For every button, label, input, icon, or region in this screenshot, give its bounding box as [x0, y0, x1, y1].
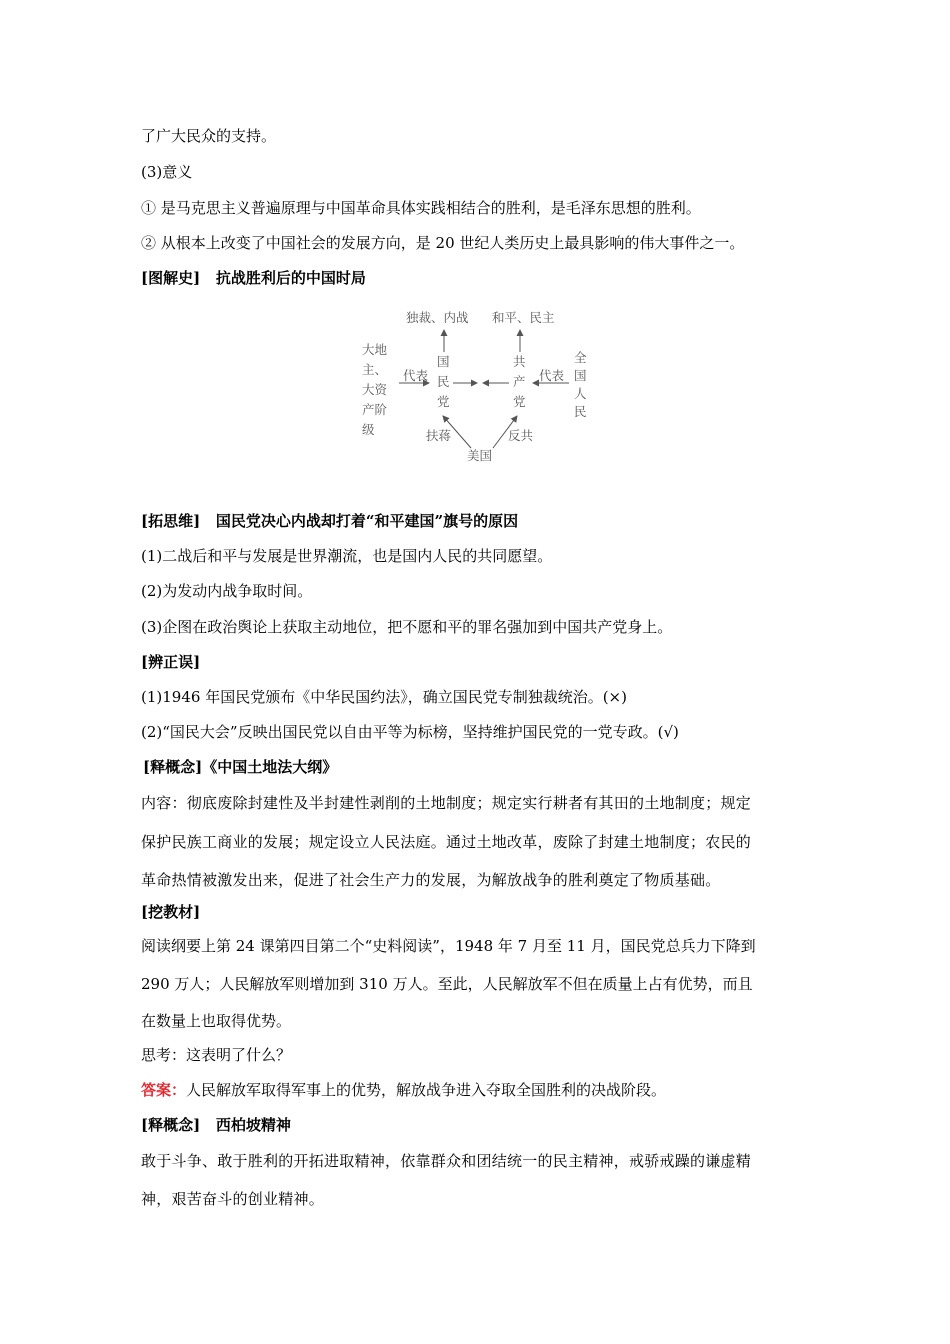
answer-label: 答案：: [141, 1081, 187, 1099]
textbook-question: 思考：这表明了什么？: [141, 1046, 292, 1064]
concept2-body: 敢于斗争、敢于胜利的开拓进取精神，依靠群众和团结统一的民主精神，戒骄戒躁的谦虚精: [141, 1152, 752, 1170]
thinking-tag: [拓思维]: [141, 512, 201, 530]
diagram-svg: [141, 300, 811, 490]
correction-tag: [辨正误]: [141, 653, 201, 671]
node-kmt-1: 国: [437, 354, 450, 369]
node-landlords-4: 产阶: [362, 402, 388, 417]
node-cpc-2: 产: [513, 374, 526, 389]
node-peace: 和平、民主: [492, 310, 555, 325]
thinking-item: (1)二战后和平与发展是世界潮流，也是国内人民的共同愿望。: [141, 547, 553, 565]
diagram-heading: [141, 268, 366, 288]
intro-line: 了广大民众的支持。: [141, 127, 277, 145]
concept2-tag: [释概念]: [141, 1116, 201, 1134]
node-kmt-3: 党: [437, 394, 450, 409]
concept1-tag: [释概念]: [143, 758, 203, 776]
node-civil-war: 独裁、内战: [406, 310, 469, 325]
correction-item: (1)1946 年国民党颁布《中华民国约法》，确立国民党专制独裁统治。(×): [141, 688, 627, 706]
label-represent-right: 代表: [539, 368, 565, 383]
concept1-body: 内容：彻底废除封建性及半封建性剥削的土地制度；规定实行耕者有其田的土地制度；规定: [141, 794, 752, 812]
node-people-2: 国: [574, 368, 587, 383]
significance-point-2: ② 从根本上改变了中国社会的发展方向，是 20 世纪人类历史上最具影响的伟大事件之一。: [141, 234, 745, 252]
diagram-tag: [图解史]: [141, 269, 201, 287]
textbook-body: 在数量上也取得优势。: [141, 1012, 292, 1030]
correction-item: (2)“国民大会”反映出国民党以自由平等为标榜，坚持维护国民党的一党专政。(√): [141, 723, 679, 741]
thinking-title: 国民党决心内战却打着“和平建国”旗号的原因: [215, 512, 519, 530]
concept2-body: 神，艰苦奋斗的创业精神。: [141, 1190, 325, 1208]
node-usa: 美国: [467, 448, 493, 463]
node-landlords-1: 大地: [362, 342, 388, 357]
concept2-title: 西柏坡精神: [215, 1116, 291, 1134]
concept2-heading: [141, 1115, 291, 1135]
label-anti-communist: 反共: [508, 428, 534, 443]
label-support-chiang: 扶蒋: [426, 428, 452, 443]
node-cpc-1: 共: [513, 354, 526, 369]
thinking-item: (2)为发动内战争取时间。: [141, 582, 313, 600]
concept1-title: 《中国土地法大纲》: [202, 758, 338, 776]
textbook-body: 290 万人；人民解放军则增加到 310 万人。至此，人民解放军不但在质量上占有优势，而且: [141, 975, 753, 993]
textbook-tag: [挖教材]: [141, 903, 201, 921]
node-people-1: 全: [574, 350, 587, 365]
label-represent-left: 代表: [403, 368, 429, 383]
node-cpc-3: 党: [513, 394, 526, 409]
node-kmt-2: 民: [437, 374, 450, 389]
diagram-title: 抗战胜利后的中国时局: [215, 269, 366, 287]
answer-text: 人民解放军取得军事上的优势，解放战争进入夺取全国胜利的决战阶段。: [186, 1081, 667, 1099]
textbook-answer: [141, 1080, 666, 1100]
thinking-heading: [141, 511, 518, 531]
thinking-item: (3)企图在政治舆论上获取主动地位，把不愿和平的罪名强加到中国共产党身上。: [141, 618, 673, 636]
concept1-body: 保护民族工商业的发展；规定设立人民法庭。通过土地改革，废除了封建土地制度；农民的: [141, 833, 752, 851]
textbook-body: 阅读纲要上第 24 课第四目第二个“史料阅读”，1948 年 7 月至 11 月，国民党总兵力下降到: [141, 937, 756, 955]
concept1-heading: [143, 757, 337, 777]
significance-heading: (3)意义: [141, 163, 193, 181]
significance-point-1: ① 是马克思主义普遍原理与中国革命具体实践相结合的胜利，是毛泽东思想的胜利。: [141, 199, 701, 217]
node-landlords-2: 主、: [362, 362, 388, 377]
node-landlords-5: 级: [362, 422, 375, 437]
situation-diagram: [141, 300, 811, 494]
concept1-body: 革命热情被激发出来，促进了社会生产力的发展，为解放战争的胜利奠定了物质基础。: [141, 871, 721, 889]
node-landlords-3: 大资: [362, 382, 388, 397]
node-people-3: 人: [574, 386, 587, 401]
node-people-4: 民: [574, 404, 587, 419]
